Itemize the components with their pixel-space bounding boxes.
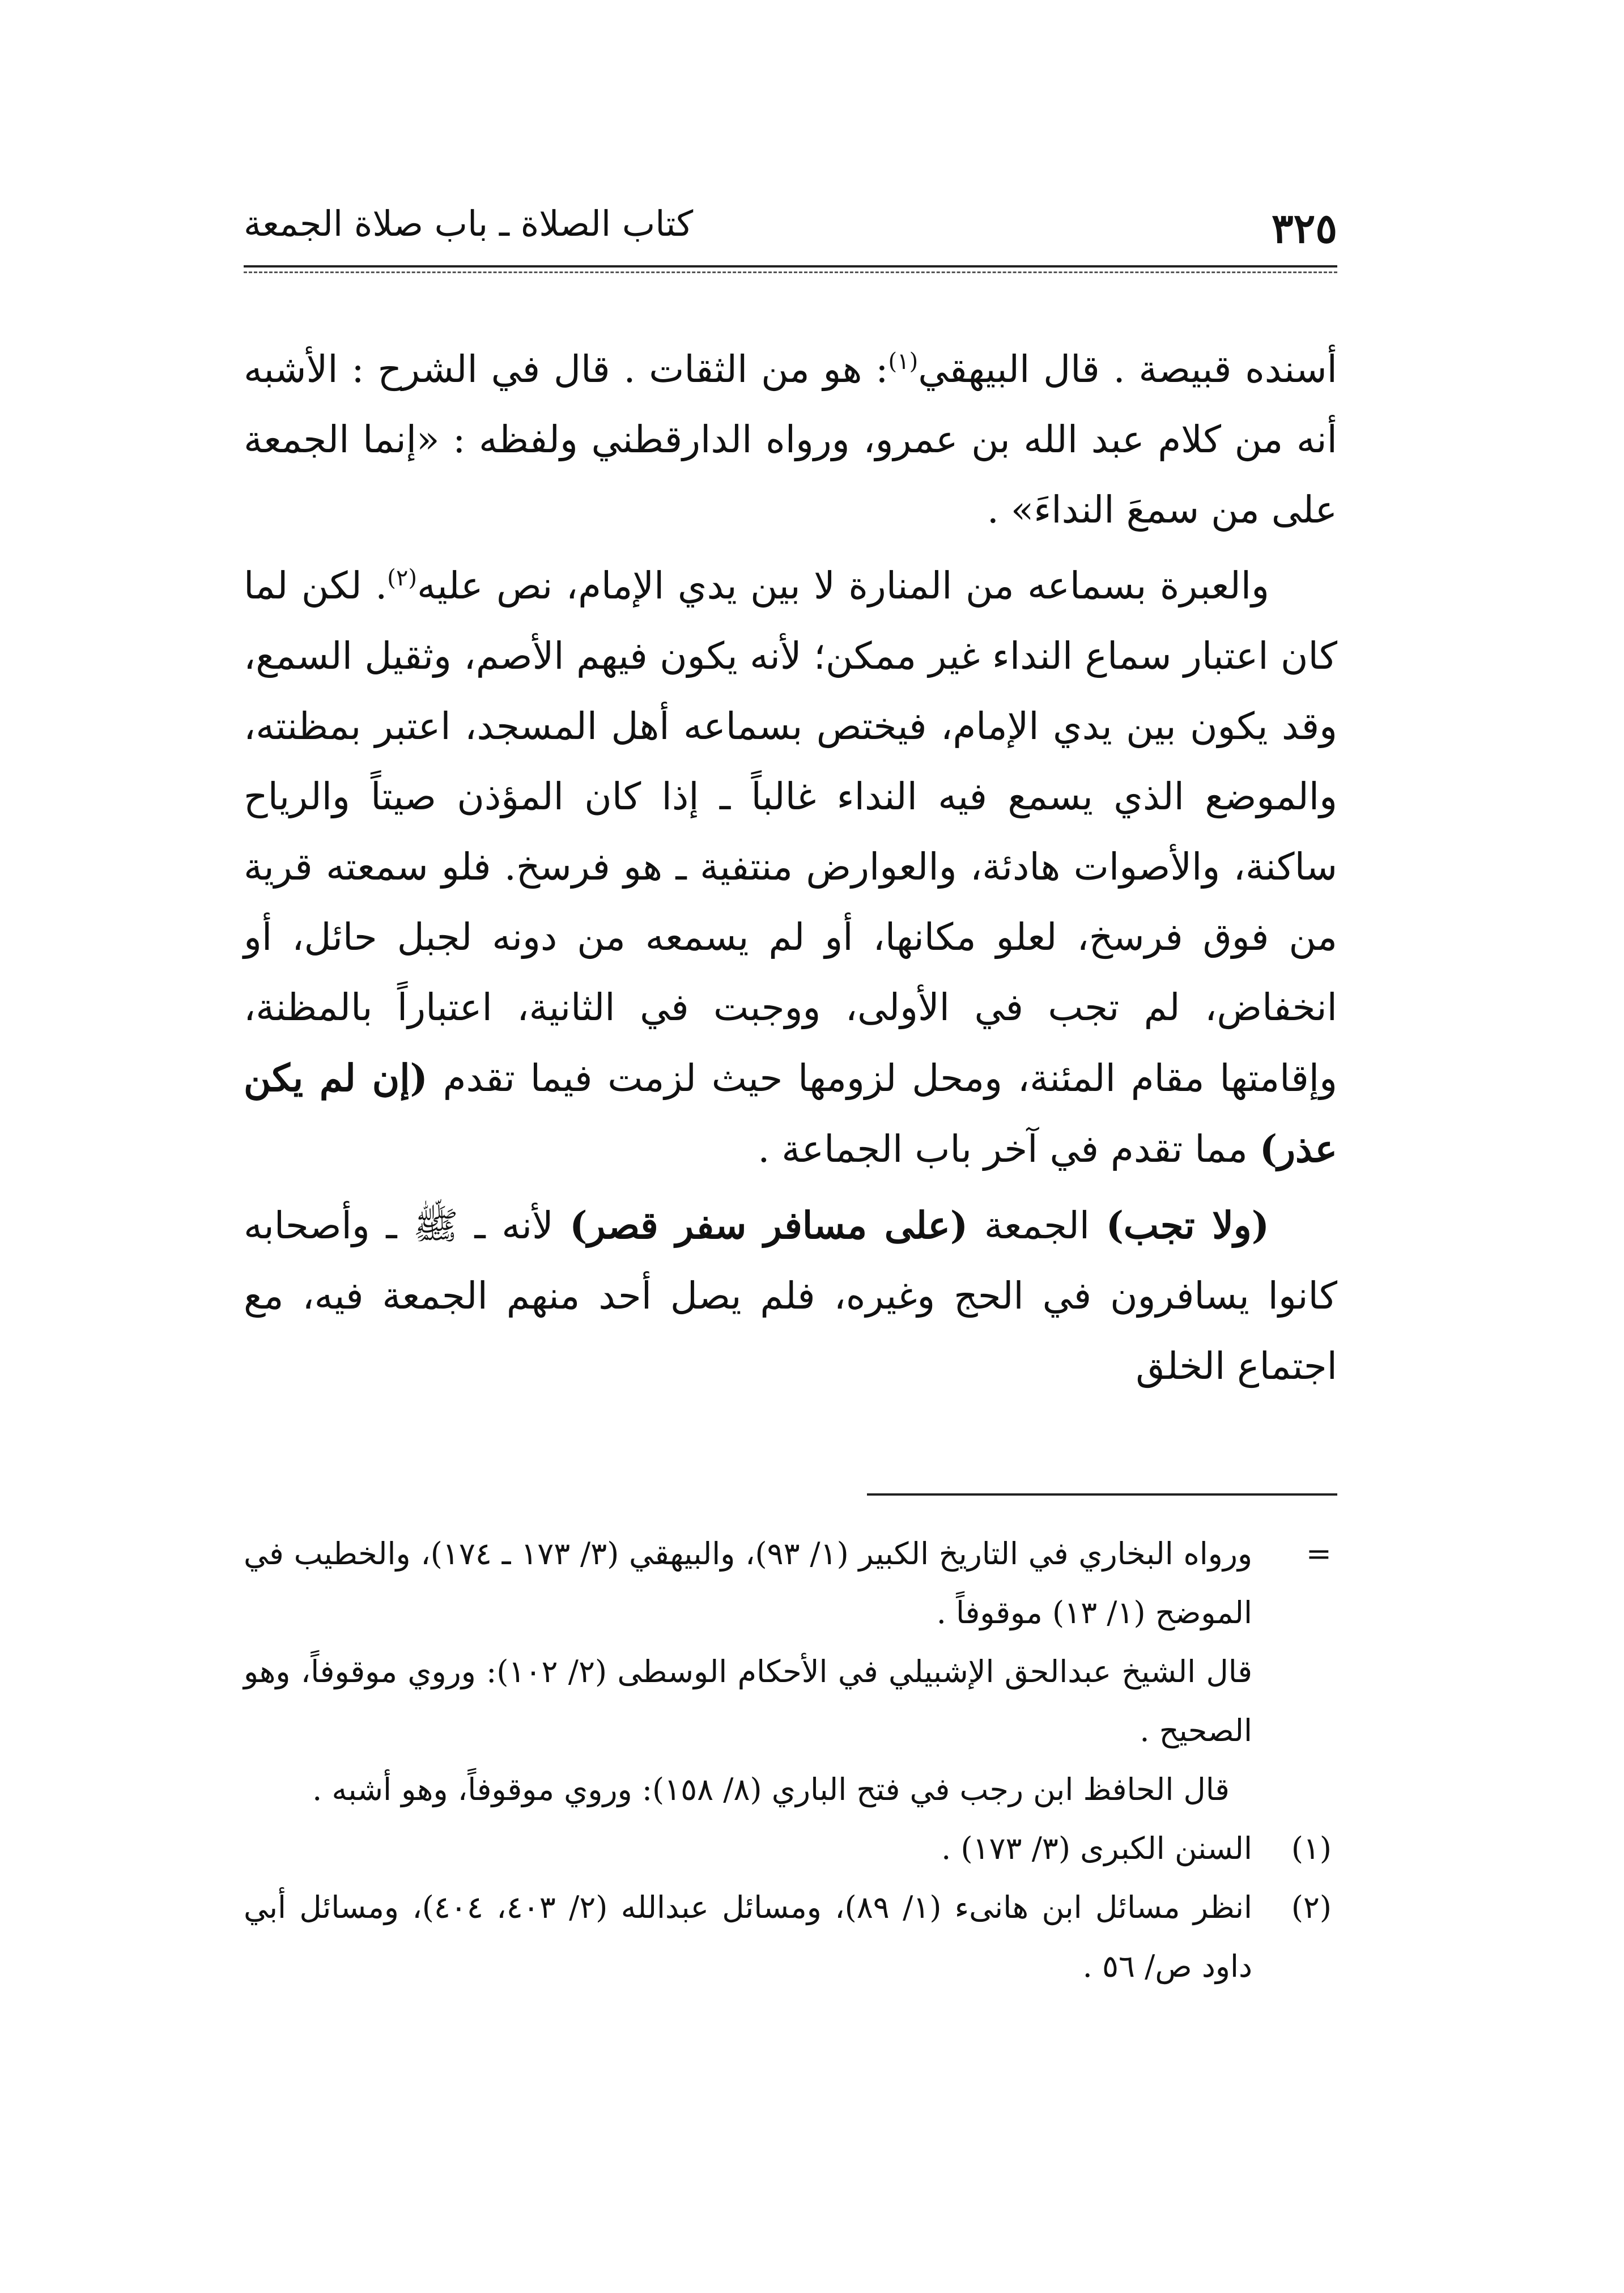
footnote-ref-2: (٢) xyxy=(387,565,417,591)
paragraph-1: أسنده قبيصة . قال البيهقي$^{(١)}$: هو من الثقات . قال في الشرح : الأشبه أنه من كلام عبد الله بن عمرو، ورواه الدارقطني ولفظه : «إنما الجمعة على من سمعَ النداءَ» . xyxy=(244,347,1337,532)
paragraph-3: (ولا تجب) الجمعة (على مسافر سفر قصر) لأنه ـ ﷺ ـ وأصحابه كانوا يسافرون في الحج وغيره، فلم يصل أحد منهم الجمعة فيه، مع اجتماع الخلق xyxy=(244,1203,1337,1388)
main-text xyxy=(244,334,1337,1402)
paragraph-2: والعبرة بسماعه من المنارة لا بين يدي الإمام، نص عليه$^{(٢)}$. لكن لما كان اعتبار سماع النداء غير ممكن؛ لأنه يكون فيهم الأصم، وثقيل السمع، وقد يكون بين يدي الإمام، فيختص بسماعه أهل المسجد، اعتبر بمظنته، والموضع الذي يسمع فيه النداء غالباً ـ إذا كان المؤذن صيتاً والرياح ساكنة، والأصوات هادئة، والعوارض منتفية ـ هو فرسخ. فلو سمعته قرية من فوق فرسخ، لعلو مكانها، أو لم يسمعه من دونه لجبل حائل، أو انخفاض، لم تجب في الأولى، ووجبت في الثانية، اعتباراً بالمظنة، وإقامتها مقام المئنة، ومحل لزومها حيث لزمت فيما تقدم (إن لم يكن عذر) مما تقدم في آخر باب الجماعة . xyxy=(244,564,1337,1171)
footnote-ref-1: (١) xyxy=(888,349,919,375)
footnote-continuation-line: قال الشيخ عبدالحق الإشبيلي في الأحكام الوسطى (٢/ ١٠٢): وروي موقوفاً، وهو الصحيح . xyxy=(244,1654,1253,1748)
footnote-continuation: = ورواه البخاري في التاريخ الكبير (١/ ٩٣)، والبيهقي (٣/ ١٧٣ ـ ١٧٤)، والخطيب في الموضح (١/ ١٣) موقوفاً . xyxy=(244,1525,1337,1642)
matn-bold: (إن لم يكن عذر) xyxy=(244,1056,1337,1171)
matn-bold: (على مسافر سفر قصر) xyxy=(569,1203,968,1247)
footnote-separator xyxy=(867,1493,1337,1496)
footnotes xyxy=(244,1525,1337,1996)
footnote-number: (١) xyxy=(1291,1831,1332,1866)
footnote-2: (٢) انظر مسائل ابن هانىء (١/ ٨٩)، ومسائل عبدالله (٢/ ٤٠٣، ٤٠٤)، ومسائل أبي داود ص/ ٥٦ . xyxy=(244,1878,1337,1996)
footnote-continuation-line: قال الحافظ ابن رجب في فتح الباري (٨/ ١٥٨): وروي موقوفاً، وهو أشبه . xyxy=(312,1772,1230,1807)
running-title: كتاب الصلاة ـ باب صلاة الجمعة xyxy=(244,203,694,244)
page-number: ٣٢٥ xyxy=(1271,204,1337,252)
continuation-mark: = xyxy=(1306,1536,1332,1572)
footnote-number: (٢) xyxy=(1291,1889,1332,1925)
page-header xyxy=(244,193,1337,261)
matn-bold: (ولا تجب) xyxy=(1106,1203,1269,1247)
footnote-1: (١) السنن الكبرى (٣/ ١٧٣) . xyxy=(244,1819,1337,1878)
header-rule xyxy=(244,265,1337,273)
